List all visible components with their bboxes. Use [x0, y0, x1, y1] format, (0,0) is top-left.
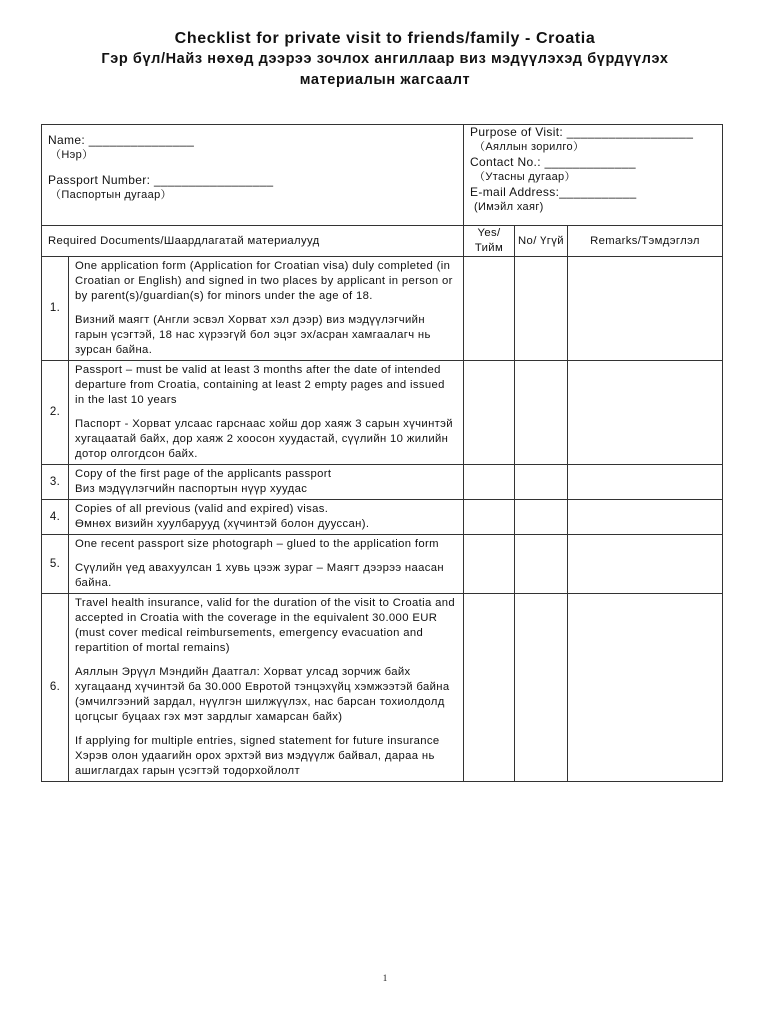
remarks-cell[interactable]	[568, 500, 723, 535]
yes-checkbox-cell[interactable]	[464, 465, 515, 500]
table-row	[42, 594, 723, 782]
document-title: Checklist for private visit to friends/family - Croatia	[174, 30, 596, 47]
no-checkbox-cell[interactable]	[515, 594, 568, 782]
requirement-text: Паспорт - Хорват улсаас гарснаас хойш дор хаяж 3 сарын хүчинтэй хугацаатай байх, дор хаяж 2 хоосон хуудастай, сүүлийн 10 жилийн дотор олгогдсон байх.	[75, 418, 453, 460]
requirement-text: One application form (Application for Croatian visa) duly completed (in Croatian or English) and signed in two places by applicant in person or by parent(s)/guardian(s) for minors under the age of 18.	[75, 260, 453, 302]
contact-field-sublabel: （Утасны дугаар）	[474, 171, 576, 183]
no-checkbox-cell[interactable]	[515, 257, 568, 361]
requirement-text: Copy of the first page of the applicants passport Виз мэдүүлэгчийн паспортын нүүр хуудас	[75, 468, 332, 495]
remarks-cell[interactable]	[568, 361, 723, 465]
row-number: 6.	[42, 594, 69, 782]
document-requirement	[69, 257, 464, 361]
document-requirement	[69, 500, 464, 535]
requirement-text: Сүүлийн үед авахуулсан 1 хувь цээж зураг – Маягт дээрээ наасан байна.	[75, 562, 444, 589]
no-checkbox-cell[interactable]	[515, 361, 568, 465]
document-requirement	[69, 465, 464, 500]
name-field-sublabel: （Нэр）	[50, 149, 94, 161]
requirement-text: Аяллын Эрүүл Мэндийн Даатгал: Хорват улсад зорчиж байх хугацаанд хүчинтэй ба 30.000 Евротой тэнцэхүйц хэмжээтэй байна (эмчилгээний зардал, нүүлгэн шилжүүлэх, нас барсан тохиолдолд цогцсыг буцаах гэх мэт зардлыг хамарсан байх)	[75, 666, 450, 723]
contact-field-label[interactable]: Contact No.: _____________	[470, 155, 636, 169]
email-field-sublabel: (Имэйл хаяг)	[474, 201, 544, 213]
table-row	[42, 257, 723, 361]
table-row	[42, 361, 723, 465]
remarks-cell[interactable]	[568, 594, 723, 782]
document-title-mongolian: Гэр бүл/Найз нөхөд дээрээ зочлох ангиллаар виз мэдүүлэхэд бүрдүүлэх	[101, 51, 669, 67]
column-header-row	[42, 226, 723, 257]
requirement-text: If applying for multiple entries, signed statement for future insurance Хэрэв олон удаагийн орох эрхтэй виз мэдүүлж байвал, дараа нь ашиглагдах гарын үсэгтэй тодорхойлолт	[75, 735, 440, 777]
purpose-field-label[interactable]: Purpose of Visit: __________________	[470, 125, 694, 139]
visit-contact-cell	[464, 125, 723, 226]
requirement-text: Travel health insurance, valid for the duration of the visit to Croatia and accepted in Croatia with the coverage in the equivalent 30.000 EUR (must cover medical reimbursements, emergency evacuation and repartition of mortal remains)	[75, 597, 455, 654]
checklist-table	[41, 124, 723, 782]
remarks-cell[interactable]	[568, 535, 723, 594]
passport-number-field-label[interactable]: Passport Number: _________________	[48, 173, 274, 187]
passport-number-field-sublabel: （Паспортын дугаар）	[50, 189, 172, 201]
column-header-no: No/ Үгүй	[515, 226, 568, 257]
name-field-label[interactable]: Name: _______________	[48, 133, 195, 147]
applicant-identity-cell	[42, 125, 464, 226]
document-requirement	[69, 594, 464, 782]
remarks-cell[interactable]	[568, 257, 723, 361]
column-header-yes: Yes/ Тийм	[464, 226, 515, 257]
table-row	[42, 535, 723, 594]
requirement-text: One recent passport size photograph – glued to the application form	[75, 538, 439, 550]
no-checkbox-cell[interactable]	[515, 535, 568, 594]
row-number: 4.	[42, 500, 69, 535]
document-requirement	[69, 361, 464, 465]
column-header-remarks: Remarks/Тэмдэглэл	[568, 226, 723, 257]
document-title-mongolian-line2: материалын жагсаалт	[299, 72, 471, 88]
yes-checkbox-cell[interactable]	[464, 361, 515, 465]
applicant-info-row	[42, 125, 723, 226]
page-number: 1	[382, 973, 388, 983]
column-header-documents: Required Documents/Шаардлагатай материалууд	[42, 226, 464, 257]
row-number: 5.	[42, 535, 69, 594]
email-field-label[interactable]: E-mail Address:___________	[470, 185, 637, 199]
row-number: 2.	[42, 361, 69, 465]
remarks-cell[interactable]	[568, 465, 723, 500]
requirement-text: Passport – must be valid at least 3 months after the date of intended departure from Croatia, containing at least 2 empty pages and issued in the last 10 years	[75, 364, 445, 406]
no-checkbox-cell[interactable]	[515, 500, 568, 535]
row-number: 1.	[42, 257, 69, 361]
yes-checkbox-cell[interactable]	[464, 594, 515, 782]
table-row	[42, 465, 723, 500]
row-number: 3.	[42, 465, 69, 500]
yes-checkbox-cell[interactable]	[464, 500, 515, 535]
yes-checkbox-cell[interactable]	[464, 535, 515, 594]
requirement-text: Copies of all previous (valid and expired) visas. Өмнөх визийн хуулбарууд (хүчинтэй болон дууссан).	[75, 503, 370, 530]
requirement-text: Визний маягт (Англи эсвэл Хорват хэл дээр) виз мэдүүлэгчийн гарын үсэгтэй, 18 нас хүрээгүй бол эцэг эх/асран хамгаалагч нь зурсан байна.	[75, 314, 431, 356]
document-requirement	[69, 535, 464, 594]
table-row	[42, 500, 723, 535]
yes-checkbox-cell[interactable]	[464, 257, 515, 361]
no-checkbox-cell[interactable]	[515, 465, 568, 500]
purpose-field-sublabel: （Аяллын зорилго）	[474, 141, 585, 153]
